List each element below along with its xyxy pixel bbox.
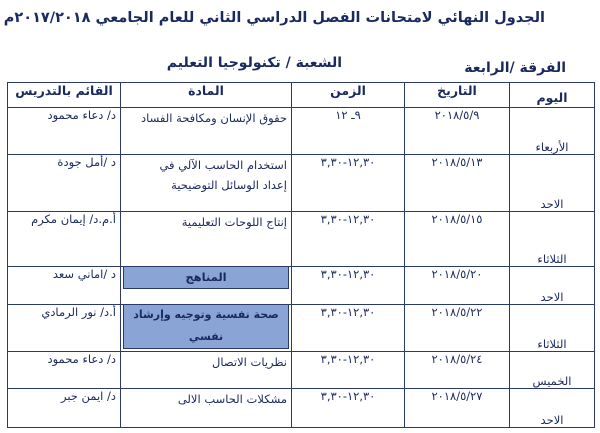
- cell-time: ١٢,٣٠-٣,٣٠: [292, 154, 405, 211]
- table-row: [8, 266, 595, 304]
- cell-subject: [121, 388, 292, 428]
- cell-subject: [121, 352, 292, 388]
- header-date: التاريخ: [405, 83, 510, 108]
- cell-subject: [121, 305, 292, 352]
- cell-instructor: أ.م.د/ إيمان مكرم: [8, 211, 121, 266]
- table-row: [8, 154, 595, 211]
- cell-time: ١٢,٣٠-٣,٣٠: [292, 305, 405, 352]
- division-label: الشعبة / تكنولوجيا التعليم: [166, 55, 342, 71]
- header-subject: المادة: [121, 83, 292, 108]
- table-row: [8, 388, 595, 428]
- subject-line: استخدام الحاسب الآلي في: [159, 157, 287, 172]
- cell-instructor: د/ دعاء محمود: [8, 108, 121, 155]
- table-row: [8, 352, 595, 388]
- cell-time: ١٢,٣٠-٣,٣٠: [292, 266, 405, 304]
- header-day: اليوم: [510, 83, 595, 108]
- subject-line: حقوق الإنسان ومكافحة الفساد: [141, 111, 287, 125]
- cell-instructor: د/ دعاء محمود: [8, 352, 121, 388]
- header-instructor: القائم بالتدريس: [8, 83, 121, 108]
- cell-day: الاحد: [510, 266, 595, 304]
- cell-date: ٢٠١٨/٥/٢٠: [405, 266, 510, 304]
- highlighted-subject: المناهج: [123, 266, 289, 289]
- year-label: الفرقة /الرابعة: [464, 60, 566, 76]
- cell-subject: [121, 266, 292, 304]
- exam-schedule-table: [7, 82, 595, 428]
- cell-day: الاحد: [510, 388, 595, 428]
- cell-time: ١٢,٣٠-٣,٣٠: [292, 352, 405, 388]
- cell-day: الخميس: [510, 352, 595, 388]
- table-row: [8, 211, 595, 266]
- cell-subject: [121, 154, 292, 211]
- cell-instructor: د /اماني سعد: [8, 266, 121, 304]
- cell-day: الأربعاء: [510, 108, 595, 155]
- cell-time: ٩ـ ١٢: [292, 108, 405, 155]
- header-time: الزمن: [292, 83, 405, 108]
- cell-date: ٢٠١٨/٥/١٥: [405, 211, 510, 266]
- table-row: [8, 305, 595, 352]
- cell-subject: [121, 211, 292, 266]
- subject-line: نظريات الاتصال: [212, 355, 287, 370]
- highlighted-subject: صحة نفسية وتوجيه وإرشاد نفسي: [123, 305, 289, 350]
- cell-date: ٢٠١٨/٥/٢٤: [405, 352, 510, 388]
- subject-line: إنتاج اللوحات التعليمية: [181, 214, 287, 229]
- cell-date: ٢٠١٨/٥/٢٧: [405, 388, 510, 428]
- cell-date: ٢٠١٨/٥/١٣: [405, 154, 510, 211]
- subject-line: مشكلات الحاسب الالى: [177, 391, 287, 406]
- cell-subject: [121, 108, 292, 155]
- subject-line: إعداد الوسائل التوضيحية: [171, 177, 287, 192]
- cell-day: الثلاثاء: [510, 305, 595, 352]
- cell-instructor: أ.د/ نور الرمادي: [8, 305, 121, 352]
- table-row: [8, 108, 595, 155]
- cell-instructor: د /أمل جودة: [8, 154, 121, 211]
- cell-date: ٢٠١٨/٥/٩: [405, 108, 510, 155]
- cell-instructor: د/ ايمن جبر: [8, 388, 121, 428]
- table-header-row: [8, 83, 595, 108]
- page-title: الجدول النهائي لامتحانات الفصل الدراسي الثاني للعام الجامعي ٢٠١٧/٢٠١٨م: [3, 10, 545, 26]
- cell-day: الاحد: [510, 154, 595, 211]
- cell-time: ١٢,٣٠-٣,٣٠: [292, 211, 405, 266]
- cell-day: الثلاثاء: [510, 211, 595, 266]
- cell-time: ١٢,٣٠-٣,٣٠: [292, 388, 405, 428]
- cell-date: ٢٠١٨/٥/٢٢: [405, 305, 510, 352]
